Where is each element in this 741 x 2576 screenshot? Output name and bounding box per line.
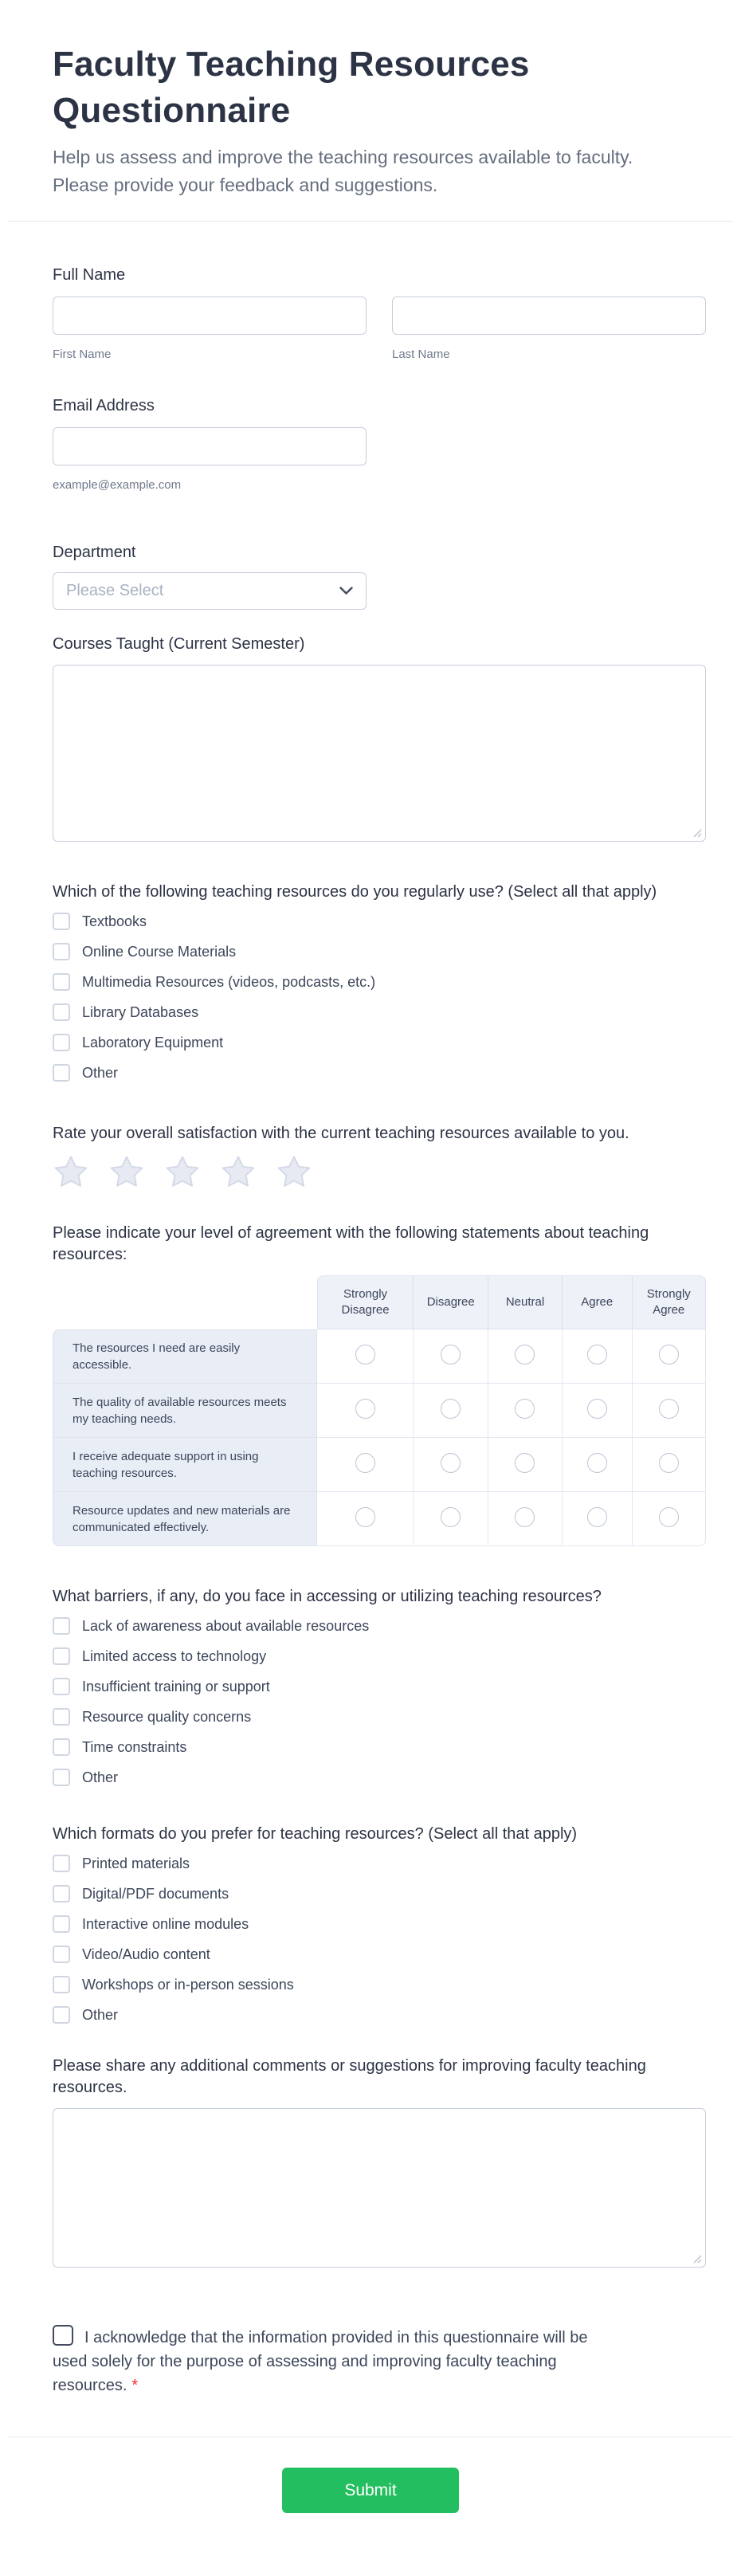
checkbox-option[interactable] xyxy=(53,1034,706,1051)
checkbox[interactable] xyxy=(53,943,70,960)
checkbox-label: Textbooks xyxy=(82,913,147,929)
checkbox-option[interactable] xyxy=(53,1647,706,1665)
department-field xyxy=(53,542,706,610)
checkbox-label: Online Course Materials xyxy=(82,944,237,960)
checkbox-label: Laboratory Equipment xyxy=(82,1035,224,1050)
checkbox[interactable] xyxy=(53,1678,70,1695)
checkbox[interactable] xyxy=(53,1738,70,1756)
matrix-column-header: Strongly Agree xyxy=(633,1275,706,1329)
required-asterisk: * xyxy=(131,2377,139,2394)
acknowledgment-text: I acknowledge that the information provided in this questionnaire will be used solely for the purpose of assessing and improving faculty teaching resources. xyxy=(53,2329,588,2394)
checkbox[interactable] xyxy=(53,973,70,991)
email-field xyxy=(53,395,706,493)
checkbox[interactable] xyxy=(53,1034,70,1051)
checkbox-option[interactable] xyxy=(53,1855,706,1872)
radio-button[interactable] xyxy=(441,1399,461,1419)
checkbox-label: Insufficient training or support xyxy=(82,1679,270,1694)
checkbox[interactable] xyxy=(53,1647,70,1665)
checkbox-label: Resource quality concerns xyxy=(82,1709,252,1725)
radio-button[interactable] xyxy=(515,1453,535,1473)
checkbox-option[interactable] xyxy=(53,943,706,960)
checkbox-option[interactable] xyxy=(53,1678,706,1695)
checkbox[interactable] xyxy=(53,1617,70,1635)
department-select[interactable] xyxy=(53,572,367,610)
checkbox[interactable] xyxy=(53,1946,70,1963)
checkbox-option[interactable] xyxy=(53,1738,706,1756)
form-subtitle: Help us assess and improve the teaching resources available to faculty. Please provide your feedback and suggestions. xyxy=(53,147,633,195)
submit-button[interactable]: Submit xyxy=(282,2468,459,2513)
checkbox[interactable] xyxy=(53,1855,70,1872)
resources-use-question: Which of the following teaching resources do you regularly use? (Select all that apply) xyxy=(53,883,657,901)
checkbox[interactable] xyxy=(53,1708,70,1726)
email-input[interactable] xyxy=(53,427,367,465)
checkbox-label: Other xyxy=(82,1065,119,1081)
checkbox-label: Multimedia Resources (videos, podcasts, etc.) xyxy=(82,974,376,990)
star-icon[interactable] xyxy=(53,1154,89,1191)
checkbox-option[interactable] xyxy=(53,2006,706,2024)
checkbox-label: Library Databases xyxy=(82,1004,199,1020)
radio-button[interactable] xyxy=(355,1507,375,1527)
checkbox-label: Digital/PDF documents xyxy=(82,1886,229,1902)
checkbox[interactable] xyxy=(53,2006,70,2024)
matrix-row xyxy=(53,1384,706,1438)
matrix-row xyxy=(53,1492,706,1546)
matrix-column-header: Disagree xyxy=(414,1275,488,1329)
matrix-row-label: Resource updates and new materials are communicated effectively. xyxy=(53,1492,317,1546)
header-divider xyxy=(8,221,733,222)
checkbox-option[interactable] xyxy=(53,1885,706,1903)
matrix-row-label: The resources I need are easily accessible. xyxy=(53,1329,317,1384)
radio-button[interactable] xyxy=(587,1453,607,1473)
radio-button[interactable] xyxy=(355,1399,375,1419)
star-icon[interactable] xyxy=(108,1154,145,1191)
checkbox-option[interactable] xyxy=(53,1003,706,1021)
matrix-column-header: Neutral xyxy=(488,1275,563,1329)
barriers-question: What barriers, if any, do you face in accessing or utilizing teaching resources? xyxy=(53,1588,602,1605)
acknowledgment-field xyxy=(53,2325,591,2397)
checkbox-label: Other xyxy=(82,2007,119,2023)
full-name-field xyxy=(53,265,706,363)
radio-button[interactable] xyxy=(515,1345,535,1365)
checkbox-label: Other xyxy=(82,1769,119,1785)
matrix-corner-cell xyxy=(53,1275,317,1329)
satisfaction-question: Rate your overall satisfaction with the current teaching resources available to you. xyxy=(53,1125,629,1142)
email-label: Email Address xyxy=(53,397,155,414)
checkbox-option[interactable] xyxy=(53,1064,706,1082)
checkbox[interactable] xyxy=(53,913,70,930)
department-label: Department xyxy=(53,544,136,561)
formats-question: Which formats do you prefer for teaching resources? (Select all that apply) xyxy=(53,1825,578,1843)
radio-button[interactable] xyxy=(355,1453,375,1473)
comments-field xyxy=(53,2056,706,2268)
checkbox-option[interactable] xyxy=(53,1915,706,1933)
matrix-row xyxy=(53,1438,706,1492)
barriers-question-block xyxy=(53,1586,706,1786)
form-footer xyxy=(0,2437,741,2513)
matrix-column-header: Strongly Disagree xyxy=(317,1275,414,1329)
radio-button[interactable] xyxy=(659,1399,679,1419)
checkbox-label: Lack of awareness about available resources xyxy=(82,1618,370,1634)
last-name-input[interactable] xyxy=(392,296,706,335)
checkbox-label: Workshops or in-person sessions xyxy=(82,1977,294,1993)
first-name-sublabel: First Name xyxy=(53,348,112,361)
resources-use-question-block xyxy=(53,882,706,1082)
radio-button[interactable] xyxy=(587,1399,607,1419)
radio-button[interactable] xyxy=(587,1507,607,1527)
checkbox-option[interactable] xyxy=(53,1946,706,1963)
matrix-row-label: I receive adequate support in using teaching resources. xyxy=(53,1438,317,1492)
last-name-sublabel: Last Name xyxy=(392,348,450,361)
checkbox[interactable] xyxy=(53,1003,70,1021)
checkbox[interactable] xyxy=(53,1915,70,1933)
checkbox[interactable] xyxy=(53,1885,70,1903)
email-sublabel: example@example.com xyxy=(53,478,182,492)
checkbox-label: Time constraints xyxy=(82,1739,187,1755)
courses-textarea[interactable] xyxy=(53,665,706,842)
agreement-matrix-block xyxy=(53,1223,706,1546)
full-name-label: Full Name xyxy=(53,266,126,284)
matrix-row xyxy=(53,1329,706,1384)
radio-button[interactable] xyxy=(659,1345,679,1365)
comments-textarea[interactable] xyxy=(53,2108,706,2268)
radio-button[interactable] xyxy=(587,1345,607,1365)
page-title: Faculty Teaching Resources Questionnaire xyxy=(53,45,530,130)
acknowledgment-checkbox[interactable] xyxy=(53,2325,73,2346)
radio-button[interactable] xyxy=(659,1453,679,1473)
star-icon[interactable] xyxy=(164,1154,201,1191)
radio-button[interactable] xyxy=(515,1507,535,1527)
checkbox-option[interactable] xyxy=(53,1769,706,1786)
checkbox-option[interactable] xyxy=(53,1976,706,1993)
resize-handle-icon[interactable] xyxy=(691,2252,702,2264)
courses-label: Courses Taught (Current Semester) xyxy=(53,635,305,653)
form-header xyxy=(0,0,741,199)
star-rating[interactable] xyxy=(53,1154,706,1191)
first-name-input[interactable] xyxy=(53,296,367,335)
checkbox-label: Video/Audio content xyxy=(82,1946,210,1962)
courses-field xyxy=(53,634,706,842)
star-icon[interactable] xyxy=(220,1154,257,1191)
radio-button[interactable] xyxy=(515,1399,535,1419)
checkbox-label: Limited access to technology xyxy=(82,1648,267,1664)
chevron-down-icon xyxy=(339,587,353,595)
satisfaction-rating-block xyxy=(53,1123,706,1191)
radio-button[interactable] xyxy=(355,1345,375,1365)
checkbox-label: Printed materials xyxy=(82,1855,190,1871)
radio-button[interactable] xyxy=(441,1453,461,1473)
checkbox[interactable] xyxy=(53,1976,70,1993)
checkbox-option[interactable] xyxy=(53,973,706,991)
radio-button[interactable] xyxy=(441,1345,461,1365)
checkbox[interactable] xyxy=(53,1769,70,1786)
radio-button[interactable] xyxy=(659,1507,679,1527)
checkbox[interactable] xyxy=(53,1064,70,1082)
checkbox-label: Interactive online modules xyxy=(82,1916,249,1932)
star-icon[interactable] xyxy=(276,1154,312,1191)
resize-handle-icon[interactable] xyxy=(691,827,702,838)
comments-question: Please share any additional comments or suggestions for improving faculty teaching resources. xyxy=(53,2057,646,2096)
department-select-placeholder: Please Select xyxy=(66,582,164,599)
checkbox-option[interactable] xyxy=(53,1617,706,1635)
checkbox-option[interactable] xyxy=(53,1708,706,1726)
radio-button[interactable] xyxy=(441,1507,461,1527)
formats-question-block xyxy=(53,1824,706,2024)
matrix-row-label: The quality of available resources meets my teaching needs. xyxy=(53,1384,317,1438)
agreement-question: Please indicate your level of agreement with the following statements about teaching resources: xyxy=(53,1224,649,1263)
checkbox-option[interactable] xyxy=(53,913,706,930)
agreement-matrix-table xyxy=(53,1275,706,1546)
matrix-column-header: Agree xyxy=(563,1275,633,1329)
